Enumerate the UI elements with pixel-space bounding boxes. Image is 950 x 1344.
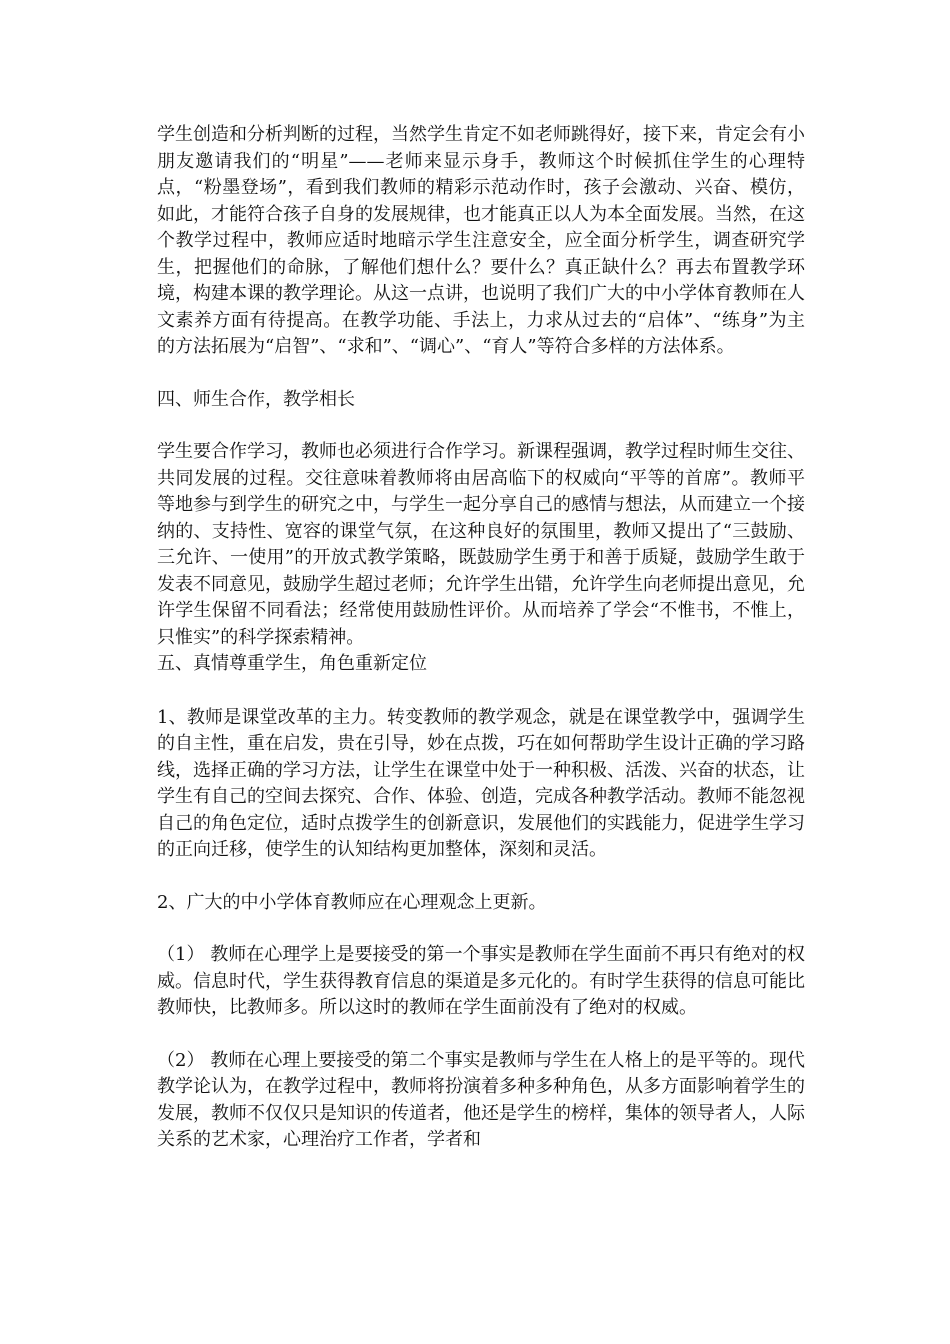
- paragraph-psychology-update: 2、广大的中小学体育教师应在心理观念上更新。: [157, 891, 547, 913]
- paragraph-intro: 学生创造和分析判断的过程，当然学生肯定不如老师跳得好，接下来，肯定会有小朋友邀请我们的“明星”——老师来显示身手，教师这个时候抓住学生的心理特点，“粉墨登场”，看到我们教师的精彩示范动作时，孩子会激动、兴奋、模仿，如此，才能符合孩子自身的发展规律，也才能真正以人为本全面发展。当然，在这个教学过程中，教师应适时地暗示学生注意安全，应全面分析学生，调查研究学生，把握他们的命脉，了解他们想什么？要什么？真正缺什么？再去布置教学环境，构建本课的教学理论。从这一点讲，也说明了我们广大的中小学体育教师在人文素养方面有待提高。在教学功能、手法上，力求从过去的“启体”、“练身”为主的方法拓展为“启智”、“求和”、“调心”、“育人”等符合多样的方法体系。: [157, 124, 805, 357]
- paragraph-teacher-role: 1、教师是课堂改革的主力。转变教师的教学观念，就是在课堂教学中，强调学生的自主性，重在启发，贵在引导，妙在点拨，巧在如何帮助学生设计正确的学习路线，选择正确的学习方法，让学生在课堂中处于一种积极、活泼、兴奋的状态，让学生有自己的空间去探究、合作、体验、创造，完成各种教学活动。教师不能忽视自己的角色定位，适时点拨学生的创新意识，发展他们的实践能力，促进学生学习的正向迁移，使学生的认知结构更加整体，深刻和灵活。: [157, 706, 805, 860]
- paragraph-cooperation: 学生要合作学习，教师也必须进行合作学习。新课程强调，教学过程时师生交往、共同发展的过程。交往意味着教师将由居高临下的权威向“平等的首席”。教师平等地参与到学生的研究之中，与学生一起分享自己的感情与想法，从而建立一个接纳的、支持性、宽容的课堂气氛，在这种良好的氛围里，教师又提出了“三鼓励、三允许、一使用”的开放式教学策略，既鼓励学生勇于和善于质疑，鼓励学生敢于发表不同意见，鼓励学生超过老师；允许学生出错，允许学生向老师提出意见，允许学生保留不同看法；经常使用鼓励性评价。从而培养了学会“不惟书，不惟上，只惟实”的科学探索精神。: [157, 441, 805, 648]
- paragraph-fact-one: （1） 教师在心理学上是要接受的第一个事实是教师在学生面前不再只有绝对的权威。信息时代，学生获得教育信息的渠道是多元化的。有时学生获得的信息可能比教师快，比教师多。所以这时的教师在学生面前没有了绝对的权威。: [157, 944, 805, 1018]
- section-heading-5: 五、真情尊重学生，角色重新定位: [157, 653, 427, 674]
- document-page: [157, 122, 805, 1180]
- paragraph-fact-two: （2） 教师在心理上要接受的第二个事实是教师与学生在人格上的是平等的。现代教学论认为，在教学过程中，教师将扮演着多种多种角色，从多方面影响着学生的发展，教师不仅仅只是知识的传道者，他还是学生的榜样，集体的领导者人，人际关系的艺术家，心理治疗工作者，学者和: [157, 1049, 805, 1150]
- section-heading-4: 四、师生合作，教学相长: [157, 388, 355, 410]
